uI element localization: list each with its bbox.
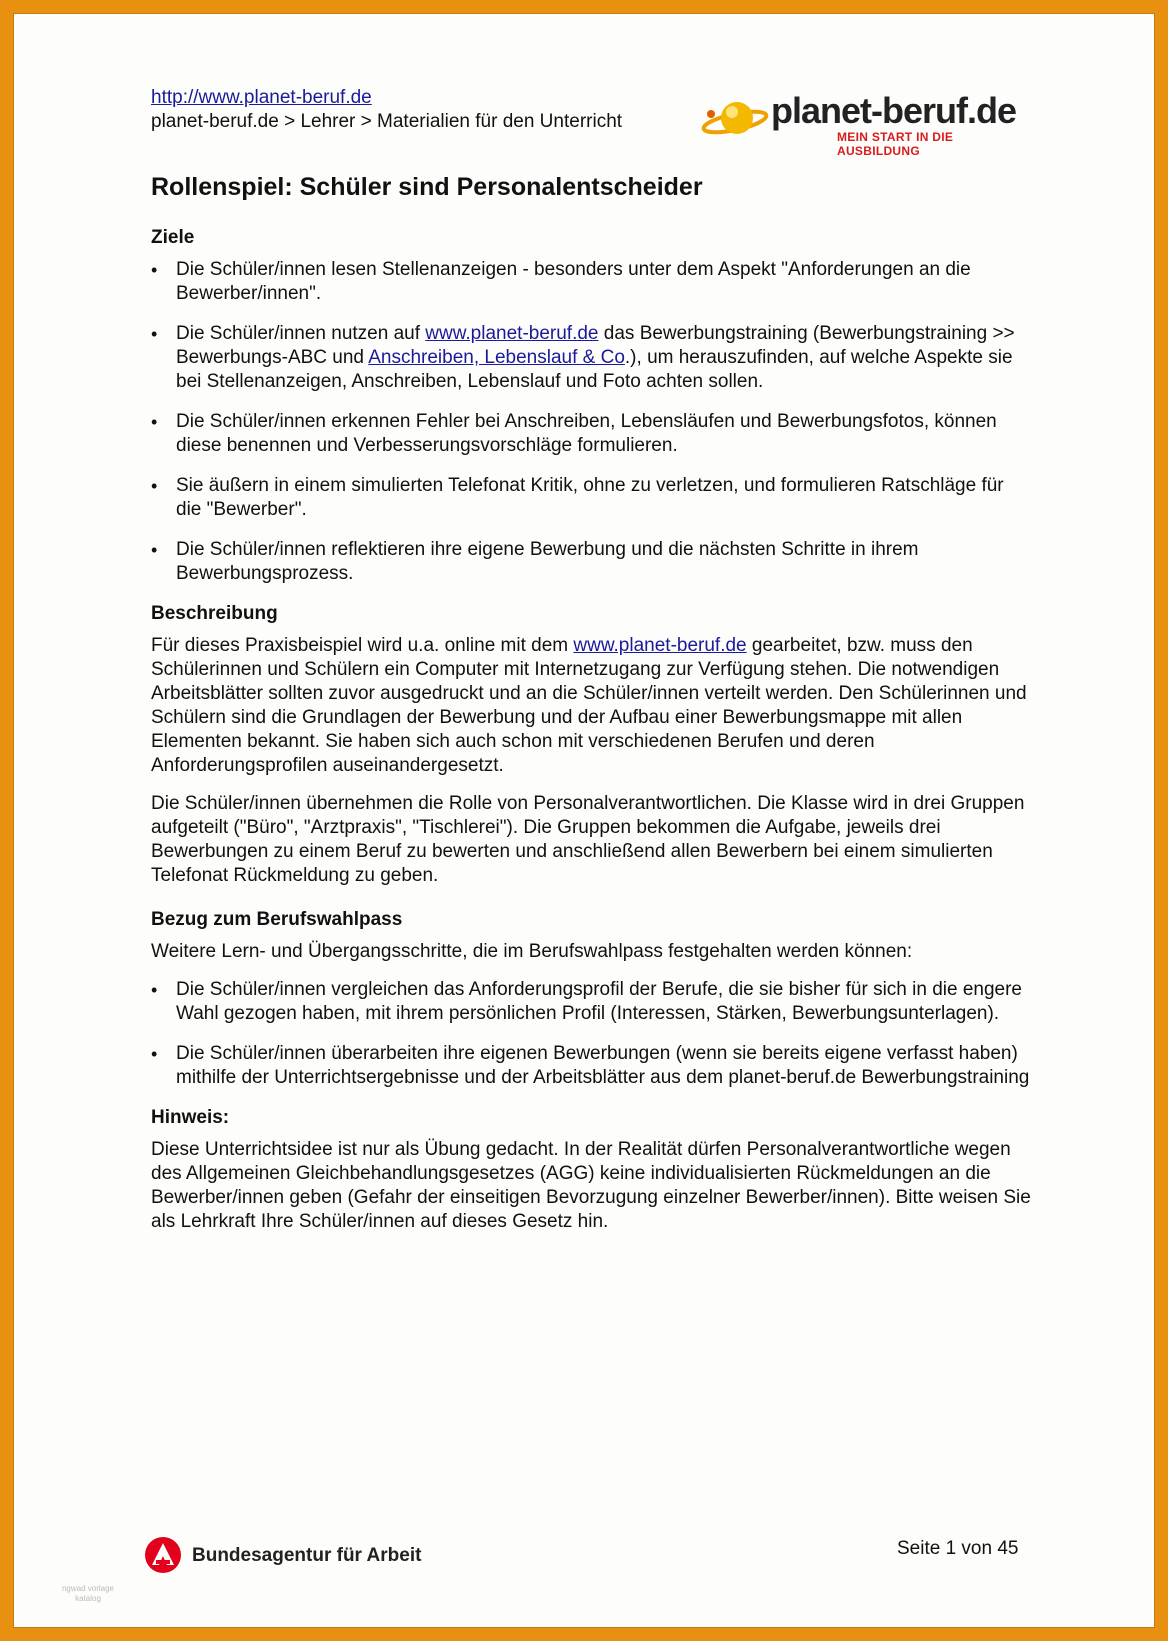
page-header <box>151 86 1031 156</box>
list-item: • Die Schüler/innen vergleichen das Anforderungsprofil der Berufe, die sie bisher für sich in die engere Wahl gezogen haben, mit ihrem persönlichen Profil (Interessen, Stärken, Bewerbungsunterlagen). <box>151 978 1031 1026</box>
watermark: ngwad vorlage katalog <box>61 1584 115 1603</box>
list-item: • Die Schüler/innen erkennen Fehler bei Anschreiben, Lebensläufen und Bewerbungsfotos, können diese benennen und Verbesserungsvorschläge formulieren. <box>151 410 1031 458</box>
section-heading-ziele: Ziele <box>151 227 195 248</box>
section-heading-bezug: Bezug zum Berufswahlpass <box>151 909 403 930</box>
main-content <box>151 172 1031 1248</box>
beschreibung-paragraph-2: Die Schüler/innen übernehmen die Rolle von Personalverantwortlichen. Die Klasse wird in drei Gruppen aufgeteilt ("Büro", "Arztpraxis", "Tischlerei"). Die Gruppen bekommen die Aufgabe, jeweils drei Bewerbungen zu einem Beruf zu bewerten und anschließend allen Bewerbern bei einem simulierten Telefonat Rückmeldung zu geben. <box>151 793 1025 886</box>
logo-tagline: MEIN START IN DIE AUSBILDUNG <box>837 130 954 158</box>
breadcrumb: planet-beruf.de > Lehrer > Materialien für den Unterricht <box>151 111 623 132</box>
bundesagentur-logo <box>144 1536 444 1576</box>
list-item: • Die Schüler/innen reflektieren ihre eigene Bewerbung und die nächsten Schritte in ihrem Bewerbungsprozess. <box>151 538 1031 586</box>
list-item: • Die Schüler/innen nutzen auf www.planet-beruf.de das Bewerbungstraining (Bewerbungstraining >> Bewerbungs-ABC und Anschreiben, Lebenslauf & Co.), um herauszufinden, auf welche Aspekte sie bei Stellenanzeigen, Anschreiben, Lebenslauf und Foto achten sollen. <box>151 322 1031 394</box>
planet-beruf-link[interactable]: www.planet-beruf.de <box>573 635 747 656</box>
page-title: Rollenspiel: Schüler sind Personalentscheider <box>151 173 703 201</box>
beschreibung-paragraph-1: Für dieses Praxisbeispiel wird u.a. online mit dem www.planet-beruf.de gearbeitet, bzw. muss den Schülerinnen und Schülern ein Computer mit Internetzugang zur Verfügung stehen. Die notwendigen Arbeitsblätter sollten zuvor ausgedruckt und an die Schüler/innen verteilt werden. Den Schülerinnen und Schülern sind die Grundlagen der Bewerbung und der Aufbau einer Bewerbungsmappe mit allen Elementen bekannt. Sie haben sich auch schon mit verschiedenen Berufen und deren Anforderungsprofilen auseinandergesetzt. <box>151 635 1027 776</box>
logo-text: planet-beruf.de <box>771 90 1017 131</box>
document-page <box>13 13 1155 1628</box>
list-item: • Die Schüler/innen lesen Stellenanzeigen - besonders unter dem Aspekt "Anforderungen an die Bewerber/innen". <box>151 258 1031 306</box>
planet-icon <box>701 94 771 144</box>
anschreiben-lebenslauf-link[interactable]: Anschreiben, Lebenslauf & Co <box>368 347 625 368</box>
hinweis-text: Diese Unterrichtsidee ist nur als Übung gedacht. In der Realität dürfen Personalverantwortliche wegen des Allgemeinen Gleichbehandlungsgesetzes (AGG) keine individualisierten Rückmeldungen an die Bewerber/innen geben (Gefahr der einseitigen Bevorzugung einzelner Bewerber/innen). Bitte weisen Sie als Lehrkraft Ihre Schüler/innen auf dieses Gesetz hin. <box>151 1139 1031 1232</box>
agency-name: Bundesagentur für Arbeit <box>192 1545 422 1566</box>
list-item: • Die Schüler/innen überarbeiten ihre eigenen Bewerbungen (wenn sie bereits eigene verfasst haben) mithilfe der Unterrichtsergebnisse und der Arbeitsblätter aus dem planet-beruf.de Bewerbungstraining <box>151 1042 1031 1090</box>
page-number: Seite 1 von 45 <box>897 1538 1019 1559</box>
list-item: • Sie äußern in einem simulierten Telefonat Kritik, ohne zu verletzen, und formulieren Ratschläge für die "Bewerber". <box>151 474 1031 522</box>
bundesagentur-icon <box>144 1536 182 1574</box>
bezug-intro: Weitere Lern- und Übergangsschritte, die im Berufswahlpass festgehalten werden können: <box>151 941 913 962</box>
planet-beruf-logo <box>701 90 1031 158</box>
header-url-link[interactable]: http://www.planet-beruf.de <box>151 87 372 108</box>
section-heading-hinweis: Hinweis: <box>151 1107 230 1128</box>
ziele-list <box>151 258 1031 586</box>
bezug-list <box>151 978 1031 1090</box>
planet-beruf-link[interactable]: www.planet-beruf.de <box>425 323 599 344</box>
section-heading-beschreibung: Beschreibung <box>151 603 278 624</box>
